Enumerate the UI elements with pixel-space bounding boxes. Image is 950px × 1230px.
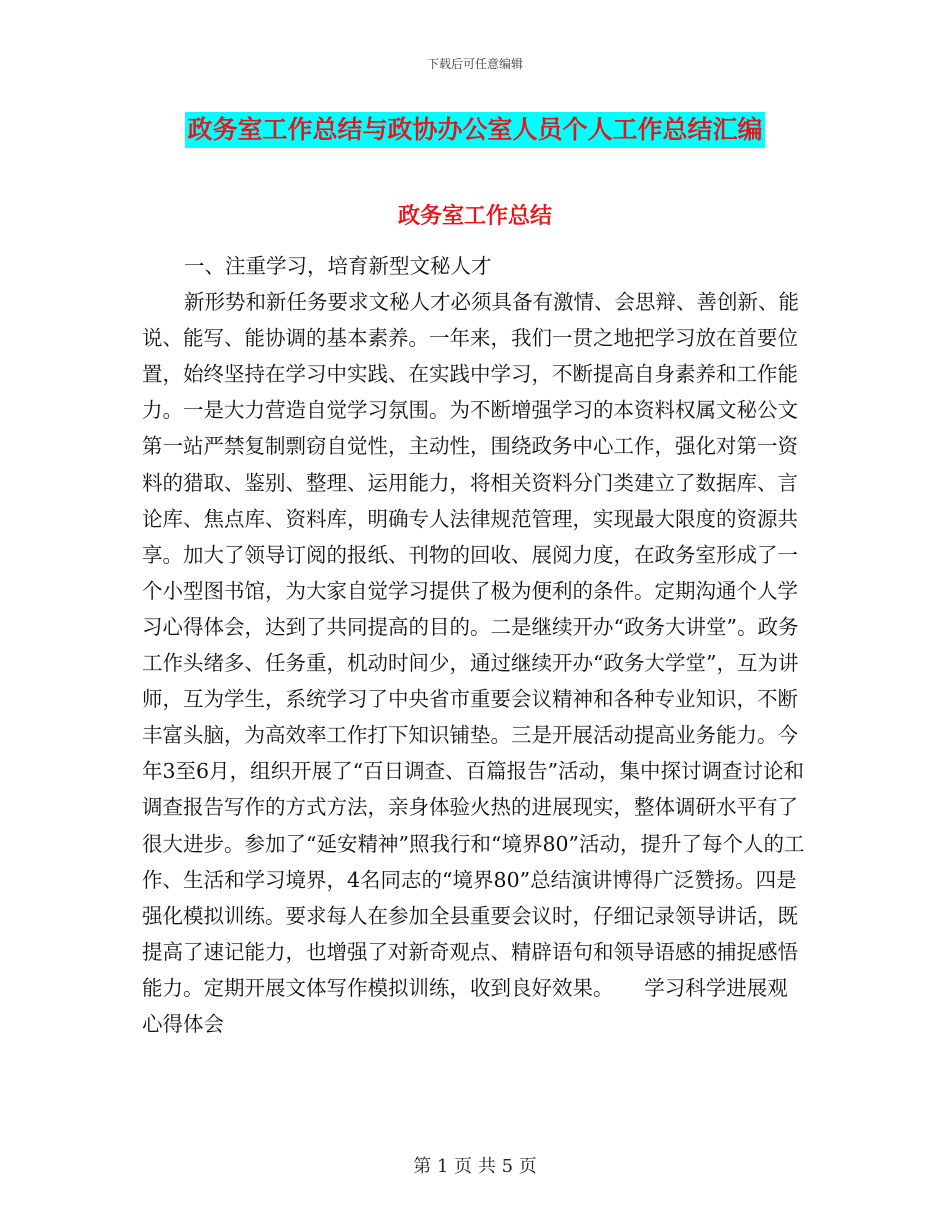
document-title: 政务室工作总结与政协办公室人员个人工作总结汇编 xyxy=(185,112,764,148)
document-body xyxy=(142,248,807,1042)
section-title: 政务室工作总结 xyxy=(397,204,552,229)
document-title-container xyxy=(0,112,950,148)
subheading: 一、注重学习，培育新型文秘人才 xyxy=(184,254,492,278)
body-paragraph: 新形势和新任务要求文秘人才必须具备有激情、会思辩、善创新、能说、能写、能协调的基本素养。一年来，我们一贯之地把学习放在首要位置，始终坚持在学习中实践、在实践中学习，不断提高自身素养和工作能力。一是大力营造自觉学习氛围。为不断增强学习的本资料权属文秘公文第一站严禁复制剽窃自觉性，主动性，围绕政务中心工作，强化对第一资料的猎取、鉴别、整理、运用能力，将相关资料分门类建立了数据库、言论库、焦点库、资料库，明确专人法律规范管理，实现最大限度的资源共享。加大了领导订阅的报纸、刊物的回收、展阅力度，在政务室形成了一个小型图书馆，为大家自觉学习提供了极为便利的条件。定期沟通个人学习心得体会，达到了共同提高的目的。二是继续开办“政务大讲堂”。政务工作头绪多、任务重，机动时间少，通过继续开办“政务大学堂”，互为讲师，互为学生，系统学习了中央省市重要会议精神和各种专业知识，不断丰富头脑，为高效率工作打下知识铺垫。三是开展活动提高业务能力。今年3至6月，组织开展了“百日调查、百篇报告”活动，集中探讨调查讨论和调查报告写作的方式方法，亲身体验火热的进展现实，整体调研水平有了很大进步。参加了“延安精神”照我行和“境界80”活动，提升了每个人的工作、生活和学习境界，4名同志的“境界80”总结演讲博得广泛赞扬。四是强化模拟训练。要求每人在参加全县重要会议时，仔细记录领导讲话，既提高了速记能力，也增强了对新奇观点、精辟语句和领导语感的捕捉感悟能力。定期开展文体写作模拟训练，收到良好效果。 学习科学进展观心得体会 xyxy=(142,290,805,1036)
header-note: 下载后可任意编辑 xyxy=(426,57,523,71)
page-number: 第 1 页 共 5 页 xyxy=(413,1156,537,1177)
